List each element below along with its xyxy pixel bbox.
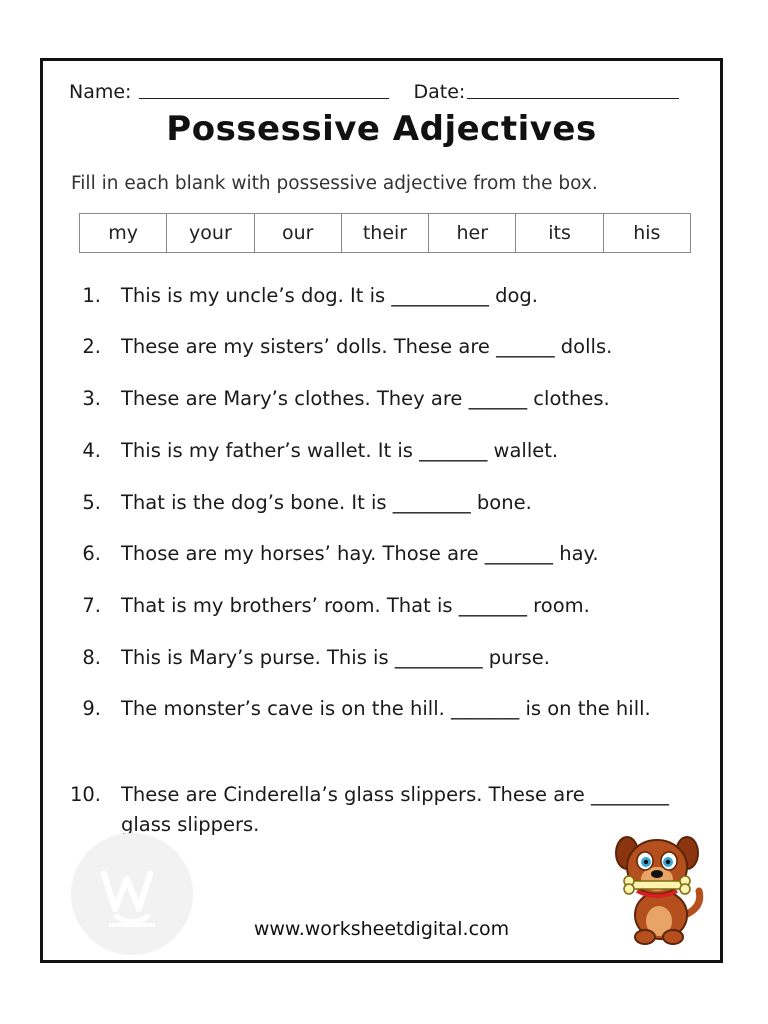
worksheet [40,58,723,963]
date-field[interactable] [467,97,679,99]
header-row [69,77,700,103]
question-number: 9. [82,697,101,720]
question-number: 2. [82,335,101,358]
question-text: That is my brothers’ room. That is _______ room. [121,594,590,617]
question-number: 1. [82,284,101,307]
word-cell: his [633,222,661,244]
word-cell: your [167,214,254,252]
question-number: 3. [82,387,101,410]
question-number: 8. [82,646,101,669]
word-box [79,213,691,253]
question-text: These are Cinderella’s glass slippers. These are ________ glass slippers. [121,783,669,836]
question-number: 5. [82,491,101,514]
footer-url: www.worksheetdigital.com [253,918,510,940]
question-text: Those are my horses’ hay. Those are _______ hay. [121,542,599,565]
word-cell: their [342,214,429,252]
question-text: This is Mary’s purse. This is _________ purse. [121,646,550,669]
word-cell: our [255,214,342,252]
page-title: Possessive Adjectives [166,109,597,149]
question-number: 10. [69,783,101,806]
date-label: Date: [413,81,466,103]
name-label: Name: [69,81,132,103]
question-text: These are my sisters’ dolls. These are ______ dolls. [121,335,613,358]
question-text: These are Mary’s clothes. They are ______ clothes. [121,387,610,410]
word-cell: its [516,214,603,252]
question-text: That is the dog’s bone. It is ________ bone. [121,491,532,514]
question-number: 7. [82,594,101,617]
instruction: Fill in each blank with possessive adjective from the box. [71,173,598,194]
word-cell: her [429,214,516,252]
name-field[interactable] [139,97,389,99]
question-text: This is my uncle’s dog. It is __________ dog. [121,284,539,307]
word-cell: my [80,214,167,252]
question-number: 6. [82,542,101,565]
question-text: This is my father’s wallet. It is _______ wallet. [121,439,559,462]
question-number: 4. [82,439,101,462]
question-text: The monster’s cave is on the hill. _______ is on the hill. [121,697,651,720]
